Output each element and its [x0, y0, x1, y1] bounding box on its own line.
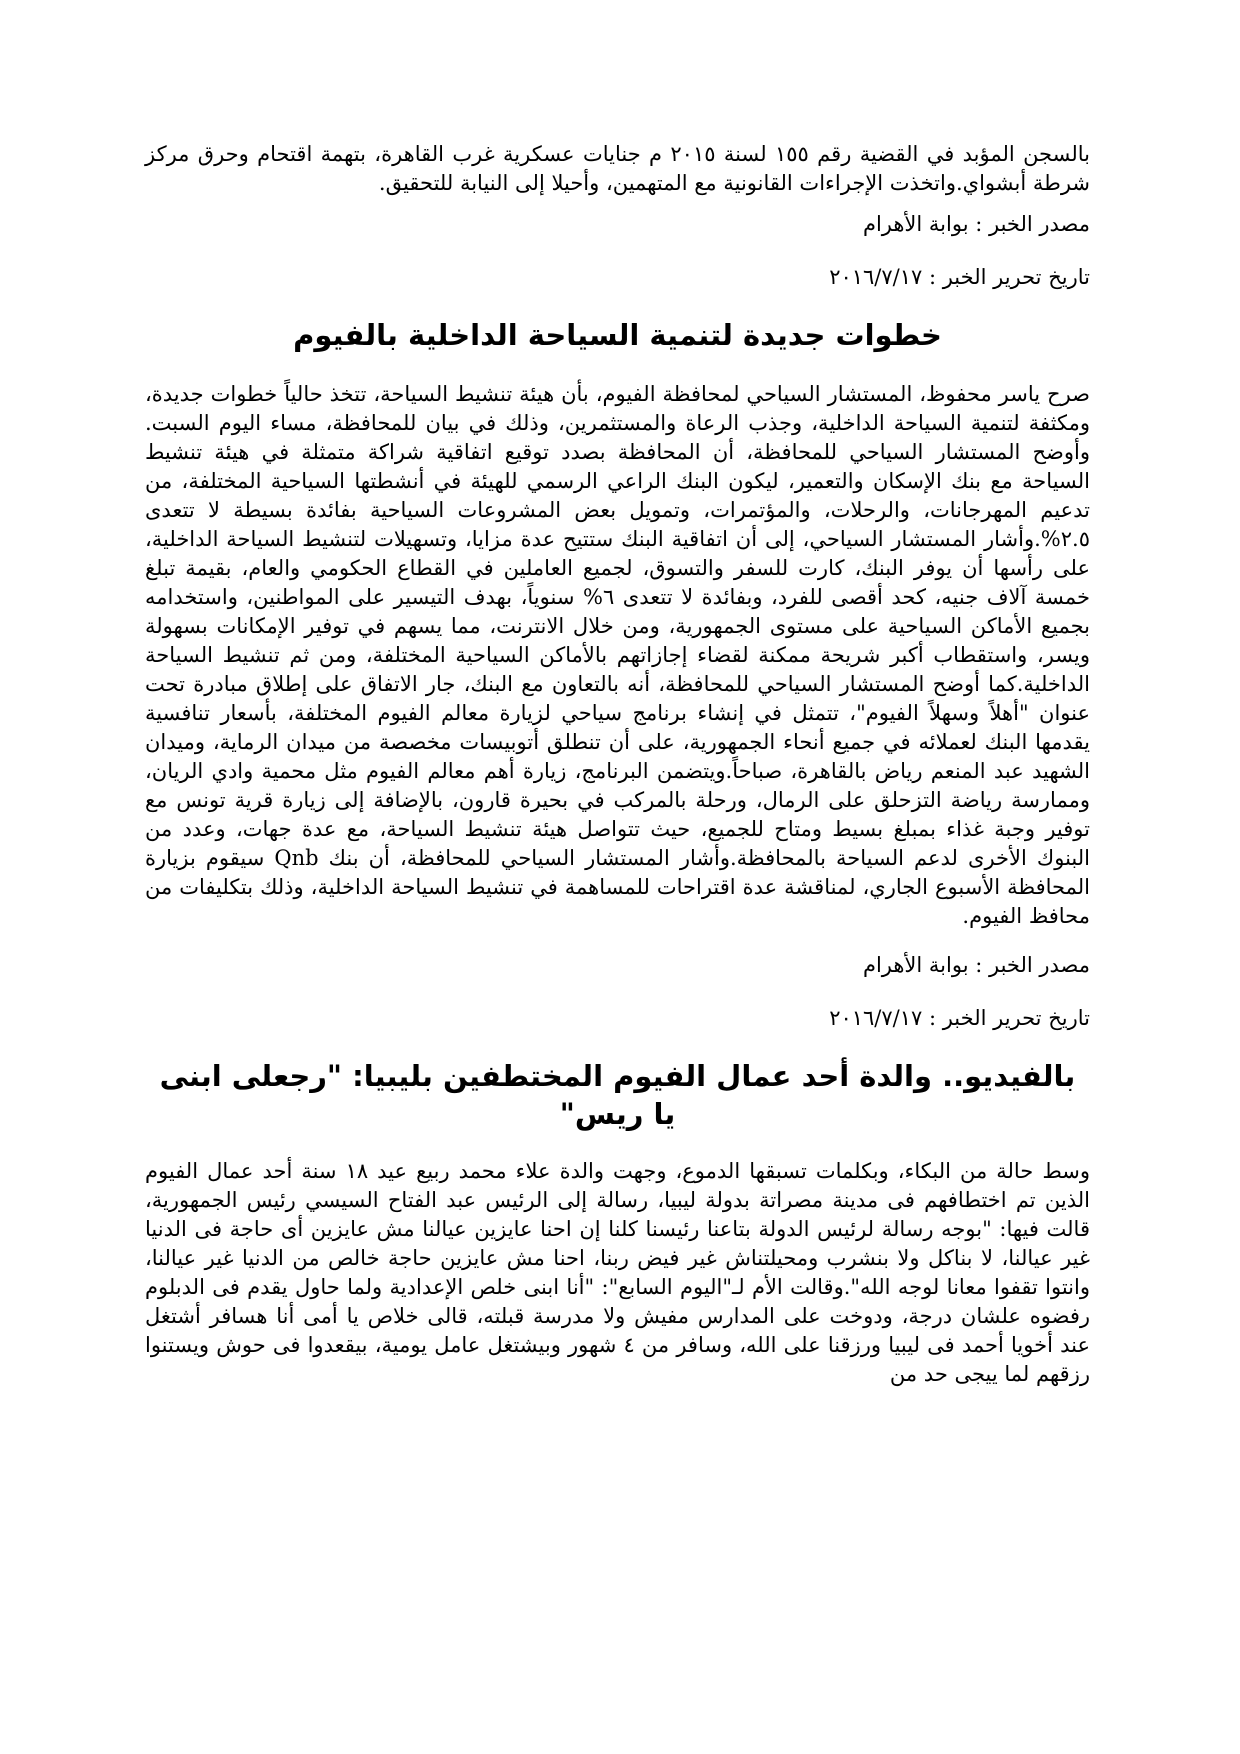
article-2-body: صرح ياسر محفوظ، المستشار السياحي لمحافظة الفيوم، بأن هيئة تنشيط السياحة، تتخذ حالياً خطوات جديدة، ومكثفة لتنمية السياحة الداخلية، وجذب الرعاة والمستثمرين، وذلك في بيان للمحافظة، مساء اليوم السبت. وأوضح المستشار السياحي للمحافظة، أن المحافظة بصدد توقيع اتفاقية شراكة متمثلة في هيئة تنشيط السياحة مع بنك الإسكان والتعمير، ليكون البنك الراعي الرسمي للهيئة في أنشطتها السياحية المختلفة، من تدعيم المهرجانات، والرحلات، والمؤتمرات، وتمويل بعض المشروعات السياحية بفائدة بسيطة لا تتعدى ٢.٥%.وأشار المستشار السياحي، إلى أن اتفاقية البنك ستتيح عدة مزايا، وتسهيلات لتنشيط السياحة الداخلية، على رأسها أن يوفر البنك، كارت للسفر والتسوق، لجميع العاملين في القطاع الحكومي والعام، بقيمة تبلغ خمسة آلاف جنيه، كحد أقصى للفرد، وبفائدة لا تتعدى ٦% سنوياً، بهدف التيسير على المواطنين، واستخدامه بجميع الأماكن السياحية على مستوى الجمهورية، ومن خلال الانترنت، مما يسهم في توفير الإمكانات بسهولة ويسر، واستقطاب أكبر شريحة ممكنة لقضاء إجازاتهم بالأماكن السياحية المختلفة، ومن ثم تنشيط السياحة الداخلية.كما أوضح المستشار السياحي للمحافظة، أنه بالتعاون مع البنك، جار الاتفاق على إطلاق مبادرة تحت عنوان "أهلاً وسهلاً الفيوم"، تتمثل في إنشاء برنامج سياحي لزيارة معالم الفيوم المختلفة، بأسعار تنافسية يقدمها البنك لعملائه في جميع أنحاء الجمهورية، على أن تنطلق أتوبيسات مخصصة من ميدان الرماية، وميدان الشهيد عبد المنعم رياض بالقاهرة، صباحاً.ويتضمن البرنامج، زيارة أهم معالم الفيوم مثل محمية وادي الريان، وممارسة رياضة التزحلق على الرمال، ورحلة بالمركب في بحيرة قارون، بالإضافة إلى زيارة قرية تونس مع توفير وجبة غذاء بمبلغ بسيط ومتاح للجميع، حيث تتواصل هيئة تنشيط السياحة، مع عدة جهات، وعدد من البنوك الأخرى لدعم السياحة بالمحافظة.وأشار المستشار السياحي للمحافظة، أن بنك Qnb سيقوم بزيارة المحافظة الأسبوع الجاري، لمناقشة عدة اقتراحات للمساهمة في تنشيط السياحة الداخلية، وذلك بتكليفات من محافظ الفيوم.	[145, 382, 1090, 928]
article-2-date: تاريخ تحرير الخبر : ٢٠١٦/٧/١٧	[829, 1006, 1090, 1030]
article-1-date: تاريخ تحرير الخبر : ٢٠١٦/٧/١٧	[829, 265, 1090, 289]
article-2-source: مصدر الخبر : بوابة الأهرام	[862, 953, 1090, 977]
article-2-headline: خطوات جديدة لتنمية السياحة الداخلية بالفيوم	[293, 318, 942, 352]
article-1-source: مصدر الخبر : بوابة الأهرام	[862, 212, 1090, 236]
article-3-body: وسط حالة من البكاء، وبكلمات تسبقها الدموع، وجهت والدة علاء محمد ربيع عيد ١٨ سنة أحد عمال الفيوم الذين تم اختطافهم فى مدينة مصراتة بدولة ليبيا، رسالة إلى الرئيس عبد الفتاح السيسي رئيس الجمهورية، قالت فيها: "بوجه رسالة لرئيس الدولة بتاعنا رئيسنا كلنا إن احنا عايزين عيالنا مش عايزين أى حاجة فى الدنيا غير عيالنا، لا بناكل ولا بنشرب ومحيلتناش غير فيض ربنا، احنا مش عايزين حاجة خالص من الدنيا غير عيالنا، وانتوا تقفوا معانا لوجه الله".وقالت الأم لـ"اليوم السابع": "أنا ابنى خلص الإعدادية ولما حاول يقدم فى الدبلوم رفضوه علشان درجة، ودوخت على المدارس مفيش ولا مدرسة قبلته، قالى خلاص يا أمى أنا هسافر أشتغل عند أخويا أحمد فى ليبيا ورزقنا على الله، وسافر من ٤ شهور وبيشتغل عامل يومية، بيقعدوا فى حوش ويستنوا رزقهم لما ييجى حد من	[145, 1159, 1091, 1386]
document-page	[145, 140, 1090, 1389]
article-3-headline: بالفيديو.. والدة أحد عمال الفيوم المختطفين بليبيا: "رجعلى ابنى يا ريس"	[159, 1059, 1076, 1131]
article-1-body: بالسجن المؤبد في القضية رقم ١٥٥ لسنة ٢٠١٥ م جنايات عسكرية غرب القاهرة، بتهمة اقتحام وحرق مركز شرطة أبشواي.واتخذت الإجراءات القانونية مع المتهمين، وأحيلا إلى النيابة للتحقيق.	[145, 142, 1090, 195]
